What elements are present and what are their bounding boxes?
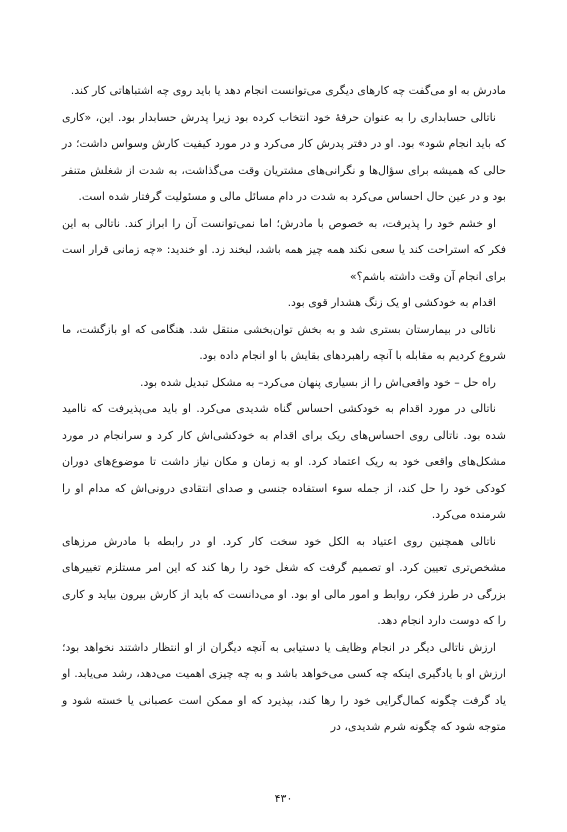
paragraph-5: ناتالی در بیمارستان بستری شد و به بخش توان‌بخشی منتقل شد. هنگامی که او بازگشت، ما شروع کردیم به مقابله با آنچه راهبردهای بقایش با او انجام داده بود. bbox=[62, 322, 506, 362]
paragraph-7: ناتالی در مورد اقدام به خودکشی احساس گناه شدیدی می‌کرد. او باید می‌پذیرفت که ناامید شده بود. ناتالی روی احساس‌های ریک برای اقدام به خودکشی‌اش کار کرد و سرانجام در مورد مشکل‌های واقعی خود به ریک اعتماد کرد. او به زمان و مکان نیاز داشت تا موضوع‌های دوران کودکی خود را حل کند، از جمله سوء استفاده جنسی و صدای انتقادی درونی‌اش که مدام او را شرمنده می‌کرد. bbox=[62, 402, 506, 521]
paragraph-9: ارزش ناتالی دیگر در انجام وظایف یا دستیابی به آنچه دیگران از او انتظار داشتند نخواهد بود؛ ارزش او با یادگیری اینکه چه کسی می‌خواهد باشد و به چه چیزی اهمیت می‌دهد، رشد می‌یابد. او یاد گرفت چگونه کمال‌گرایی خود را رها کند، بپذیرد که او ممکن است عصبانی یا خسته شود و متوجه شود که چگونه شرم شدیدی، در bbox=[62, 640, 506, 733]
paragraph-2: ناتالی حسابداری را به عنوان حرفهٔ خود انتخاب کرده بود زیرا پدرش حسابدار بود. این، «کاری که باید انجام شود» بود. او در دفتر پدرش کار می‌کرد و در مورد کیفیت کارش وسواس داشت؛ در حالی که همیشه برای سؤال‌ها و نگرانی‌های مشتریان وقت می‌گذاشت، به شدت از شغلش متنفر بود و در عین حال احساس می‌کرد به شدت در دام مسائل مالی و مسئولیت گرفتار شده است. bbox=[62, 110, 506, 203]
body-text bbox=[62, 78, 506, 741]
paragraph-8: ناتالی همچنین روی اعتیاد به الکل خود سخت کار کرد. او در رابطه با مادرش مرزهای مشخص‌تری تعیین کرد. او تصمیم گرفت که شغل خود را رها کند که این امر مستلزم تغییرهای بزرگی در طرز فکر، روابط و امور مالی او بود. او می‌دانست که باید از کارش بیرون بیاید و کاری را که دوست دارد انجام دهد. bbox=[62, 534, 506, 627]
paragraph-6: راه حل – خود واقعی‌اش را از بسیاری پنهان می‌کرد– به مشکل تبدیل شده بود. bbox=[139, 375, 496, 389]
paragraph-1: مادرش به او می‌گفت چه کارهای دیگری می‌توانست انجام دهد یا باید روی چه اشتباهاتی کار کند. bbox=[70, 84, 506, 97]
paragraph-3: او خشم خود را پذیرفت، به خصوص با مادرش؛ اما نمی‌توانست آن را ابراز کند. ناتالی به این فکر که استراحت کند یا سعی نکند همه چیز همه باشد، لبخند زد. او خندید: «چه زمانی قرار است برای انجام آن وقت داشته باشم؟» bbox=[62, 216, 506, 283]
page-number: ۴۳۰ bbox=[274, 792, 293, 805]
paragraph-4: اقدام به خودکشی او یک زنگ هشدار قوی بود. bbox=[287, 296, 496, 309]
